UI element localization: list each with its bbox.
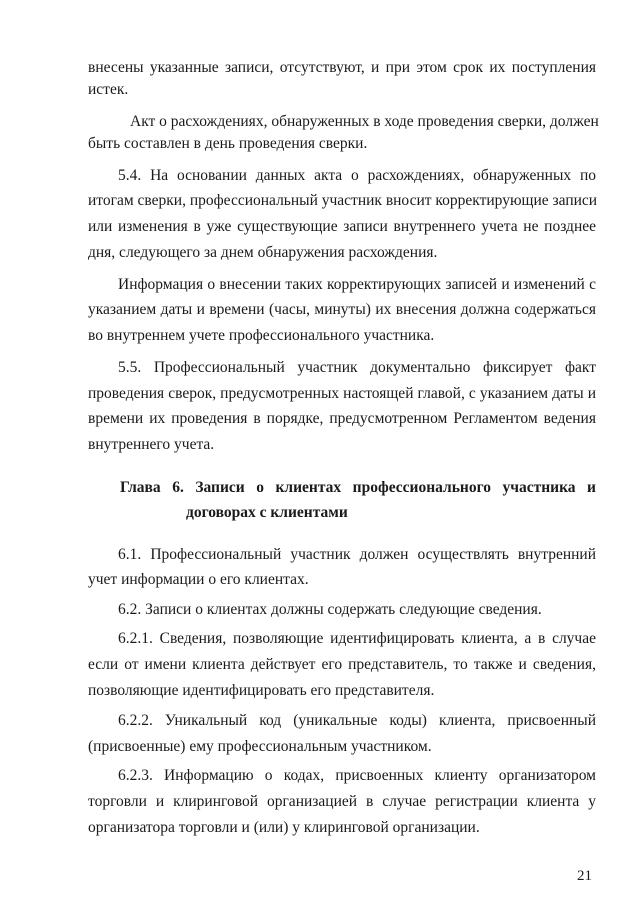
- text-line: во внутреннем учете профессионального участника.: [88, 327, 435, 344]
- text-line: учет информации о его клиентах.: [88, 571, 309, 588]
- text-line: дня, следующего за днем обнаружения расхождения.: [88, 244, 438, 261]
- text-line: организатора торговли и (или) у клиринговой организации.: [88, 819, 480, 836]
- text-line: итогам сверки, профессиональный участник вносит корректирующие записи: [88, 192, 598, 209]
- text-line: времени их проведения в порядке, предусмотренном Регламентом ведения: [88, 410, 596, 427]
- text-line: Акт о расхождениях, обнаруженных в ходе проведения сверки, должен: [130, 113, 599, 130]
- chapter-heading: Глава 6. Записи о клиентах профессионального участника и: [120, 479, 596, 496]
- text-line: проведения сверок, предусмотренных настоящей главой, с указанием даты и: [88, 385, 596, 402]
- text-line: 6.1. Профессиональный участник должен осуществлять внутренний: [118, 546, 596, 563]
- text-line: указанием даты и времени (часы, минуты) их внесения должна содержаться: [88, 301, 596, 318]
- text-line: внутреннего учета.: [88, 436, 215, 453]
- chapter-heading-continuation: договорах с клиентами: [186, 504, 348, 521]
- text-line: истек.: [88, 81, 129, 98]
- page-number: 21: [577, 868, 592, 884]
- text-line: 5.5. Профессиональный участник документально фиксирует факт: [118, 359, 596, 376]
- text-line: если от имени клиента действует его представитель, то также и сведения,: [88, 656, 596, 673]
- text-line: 6.2.3. Информацию о кодах, присвоенных клиенту организатором: [118, 767, 596, 784]
- text-line: торговли и клиринговой организацией в случае регистрации клиента у: [88, 793, 596, 810]
- text-line: (присвоенные) ему профессиональным участником.: [88, 738, 432, 755]
- text-line: Информация о внесении таких корректирующих записей и изменений с: [118, 276, 596, 293]
- text-line: 6.2.2. Уникальный код (уникальные коды) клиента, присвоенный: [118, 712, 596, 729]
- text-line: 5.4. На основании данных акта о расхождениях, обнаруженных по: [118, 167, 596, 184]
- text-line: внесены указанные записи, отсутствуют, и при этом срок их поступления: [88, 59, 596, 76]
- text-line: 6.2.1. Сведения, позволяющие идентифицировать клиента, а в случае: [118, 630, 596, 647]
- text-line: 6.2. Записи о клиентах должны содержать следующие сведения.: [118, 601, 542, 618]
- text-line: быть составлен в день проведения сверки.: [88, 135, 368, 152]
- text-line: или изменения в уже существующие записи внутреннего учета не позднее: [88, 218, 596, 235]
- text-line: позволяющие идентифицировать его представителя.: [88, 682, 435, 699]
